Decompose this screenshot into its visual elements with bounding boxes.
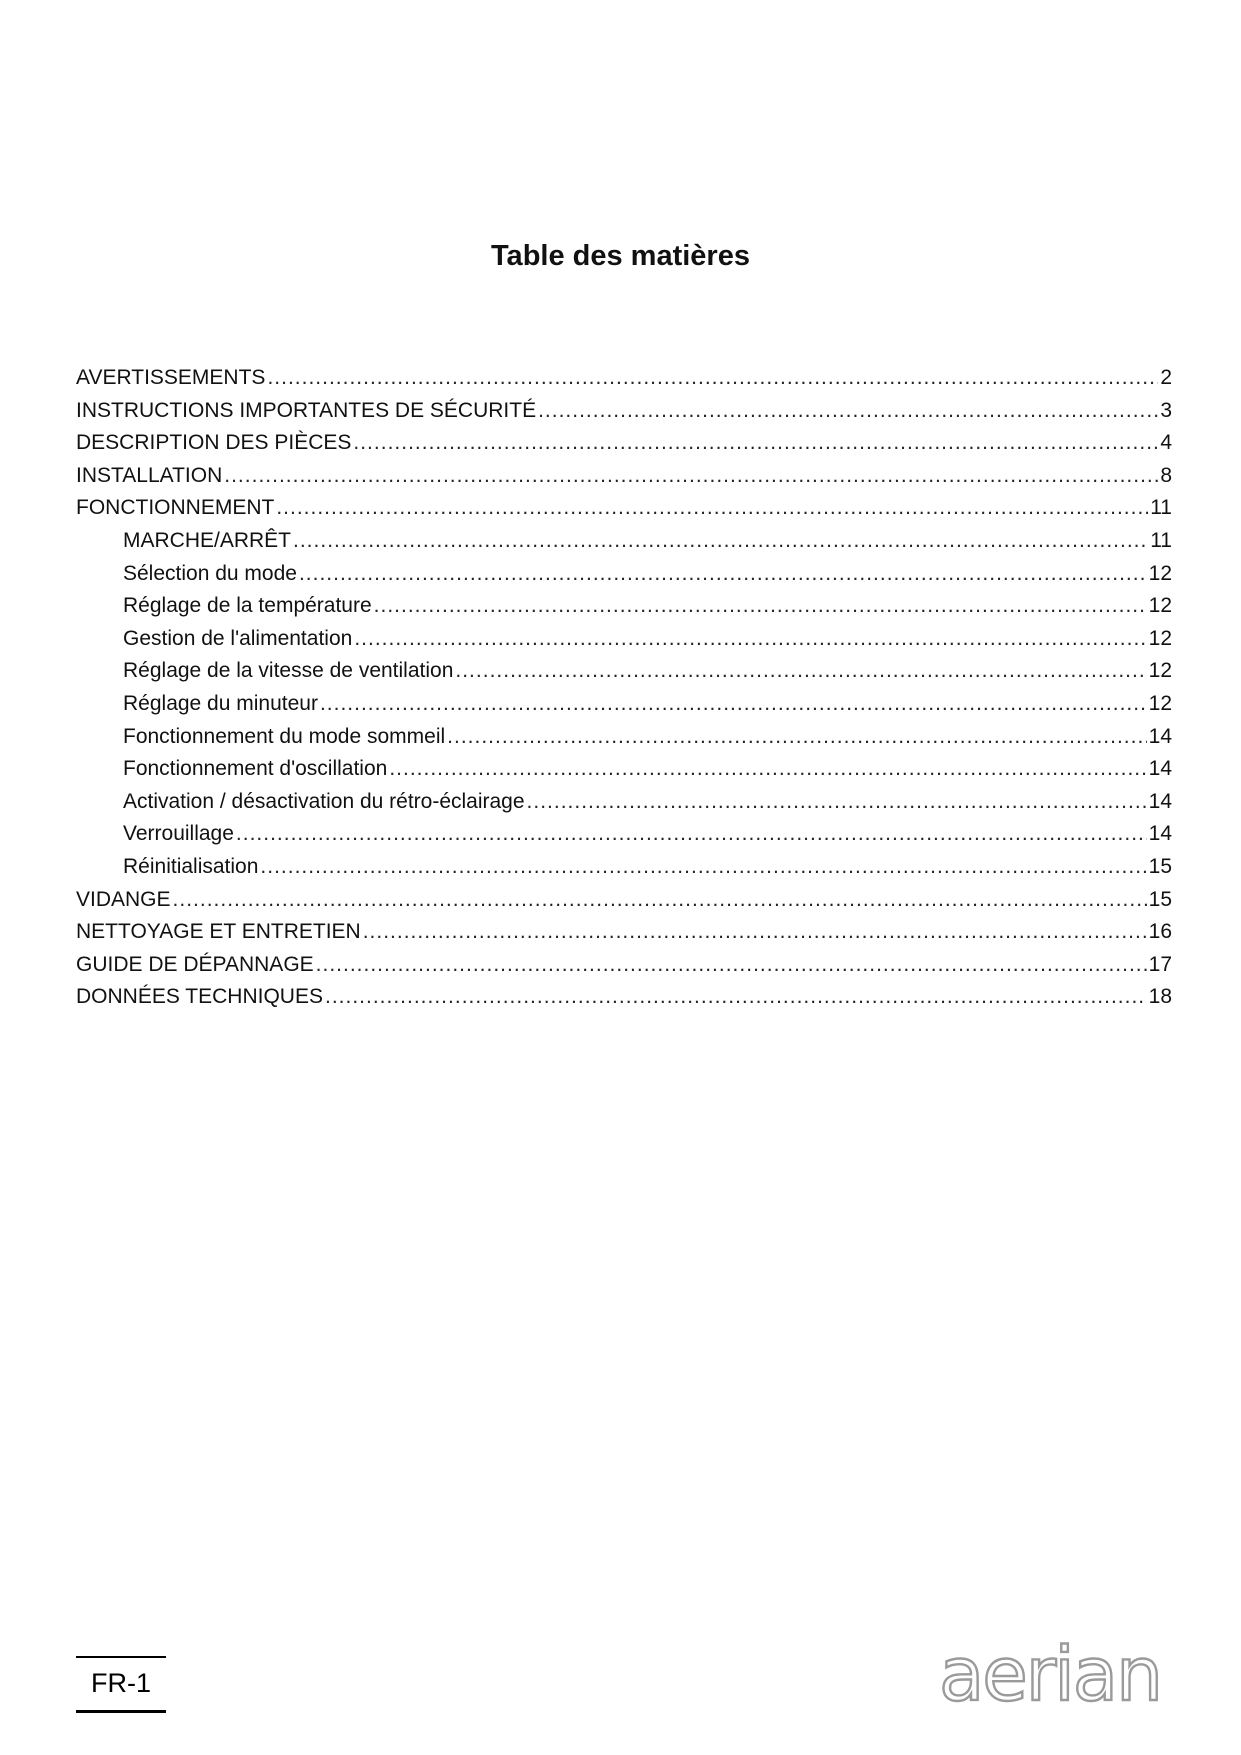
toc-entry-label: Gestion de l'alimentation (123, 626, 353, 650)
toc-entry-page-number: 14 (1148, 724, 1172, 748)
toc-entry-page-number: 8 (1160, 463, 1172, 487)
dot-leader (320, 688, 1147, 721)
toc-entry-page-number: 14 (1148, 757, 1172, 781)
toc-entry-label: DONNÉES TECHNIQUES (76, 985, 323, 1009)
dot-leader (354, 623, 1146, 656)
dot-leader (363, 916, 1147, 949)
toc-entry-label: Réglage du minuteur (123, 691, 318, 715)
toc-entry-3[interactable] (76, 460, 1172, 493)
dot-leader (374, 590, 1147, 623)
toc-entry-page-number: 15 (1148, 887, 1172, 911)
toc-entry-page-number: 12 (1148, 659, 1172, 683)
toc-entry-label: GUIDE DE DÉPANNAGE (76, 952, 314, 976)
toc-entry-label: INSTRUCTIONS IMPORTANTES DE SÉCURITÉ (76, 398, 537, 422)
toc-entry-label: Fonctionnement du mode sommeil (123, 724, 446, 748)
toc-entry-9[interactable] (76, 655, 1172, 688)
toc-entry-page-number: 2 (1160, 366, 1172, 389)
footer-page-number: FR-1 (76, 1656, 166, 1713)
toc-entry-page-number: 11 (1150, 496, 1172, 520)
dot-leader (527, 786, 1147, 819)
table-of-contents (76, 362, 1172, 1014)
toc-entry-4[interactable] (76, 492, 1172, 525)
toc-entry-10[interactable] (76, 688, 1172, 721)
toc-entry-11[interactable] (76, 721, 1172, 754)
toc-entry-0[interactable] (76, 362, 1172, 395)
toc-entry-label: AVERTISSEMENTS (76, 366, 266, 389)
dot-leader (325, 981, 1147, 1014)
toc-entry-label: Fonctionnement d'oscillation (123, 757, 388, 781)
dot-leader (455, 655, 1146, 688)
toc-entry-page-number: 4 (1160, 431, 1172, 455)
toc-entry-8[interactable] (76, 623, 1172, 656)
toc-entry-label: Réglage de la vitesse de ventilation (123, 659, 454, 683)
dot-leader (293, 525, 1148, 558)
toc-entry-12[interactable] (76, 753, 1172, 786)
dot-leader (299, 558, 1147, 591)
toc-entry-label: MARCHE/ARRÊT (123, 528, 292, 552)
toc-entry-label: Réinitialisation (123, 854, 259, 878)
toc-entry-1[interactable] (76, 395, 1172, 428)
toc-entry-6[interactable] (76, 558, 1172, 591)
dot-leader (260, 851, 1146, 884)
toc-entry-page-number: 18 (1148, 985, 1172, 1009)
toc-entry-page-number: 15 (1148, 854, 1172, 878)
toc-entry-label: FONCTIONNEMENT (76, 496, 275, 520)
toc-entry-page-number: 3 (1160, 398, 1172, 422)
toc-entry-16[interactable] (76, 884, 1172, 917)
toc-entry-13[interactable] (76, 786, 1172, 819)
dot-leader (173, 884, 1147, 917)
toc-entry-page-number: 11 (1150, 528, 1172, 552)
toc-entry-label: DESCRIPTION DES PIÈCES (76, 431, 352, 455)
brand-wordmark: aerian (938, 1642, 1162, 1718)
toc-entry-label: NETTOYAGE ET ENTRETIEN (76, 920, 361, 944)
dot-leader (316, 949, 1147, 982)
toc-entry-page-number: 12 (1148, 691, 1172, 715)
dot-leader (236, 818, 1147, 851)
toc-entry-page-number: 17 (1148, 952, 1172, 976)
toc-entry-page-number: 16 (1148, 920, 1172, 944)
toc-entry-page-number: 14 (1148, 822, 1172, 846)
toc-entry-14[interactable] (76, 818, 1172, 851)
dot-leader (538, 395, 1158, 428)
dot-leader (353, 427, 1158, 460)
toc-entry-label: Sélection du mode (123, 561, 297, 585)
toc-entry-19[interactable] (76, 981, 1172, 1014)
toc-entry-page-number: 12 (1148, 594, 1172, 618)
toc-entry-label: Activation / désactivation du rétro-éclairage (123, 789, 525, 813)
toc-entry-label: INSTALLATION (76, 463, 223, 487)
dot-leader (224, 460, 1158, 493)
toc-entry-page-number: 12 (1148, 626, 1172, 650)
aerian-logo (930, 1642, 1170, 1718)
toc-entry-15[interactable] (76, 851, 1172, 884)
dot-leader (389, 753, 1146, 786)
toc-entry-label: Réglage de la température (123, 594, 372, 618)
toc-entry-5[interactable] (76, 525, 1172, 558)
toc-entry-7[interactable] (76, 590, 1172, 623)
toc-entry-label: Verrouillage (123, 822, 234, 846)
toc-entry-page-number: 14 (1148, 789, 1172, 813)
toc-entry-18[interactable] (76, 949, 1172, 982)
dot-leader (447, 721, 1146, 754)
toc-entry-page-number: 12 (1148, 561, 1172, 585)
dot-leader (267, 362, 1158, 395)
toc-entry-2[interactable] (76, 427, 1172, 460)
dot-leader (276, 492, 1148, 525)
toc-entry-label: VIDANGE (76, 887, 171, 911)
page-title: Table des matières (491, 240, 750, 272)
toc-entry-17[interactable] (76, 916, 1172, 949)
